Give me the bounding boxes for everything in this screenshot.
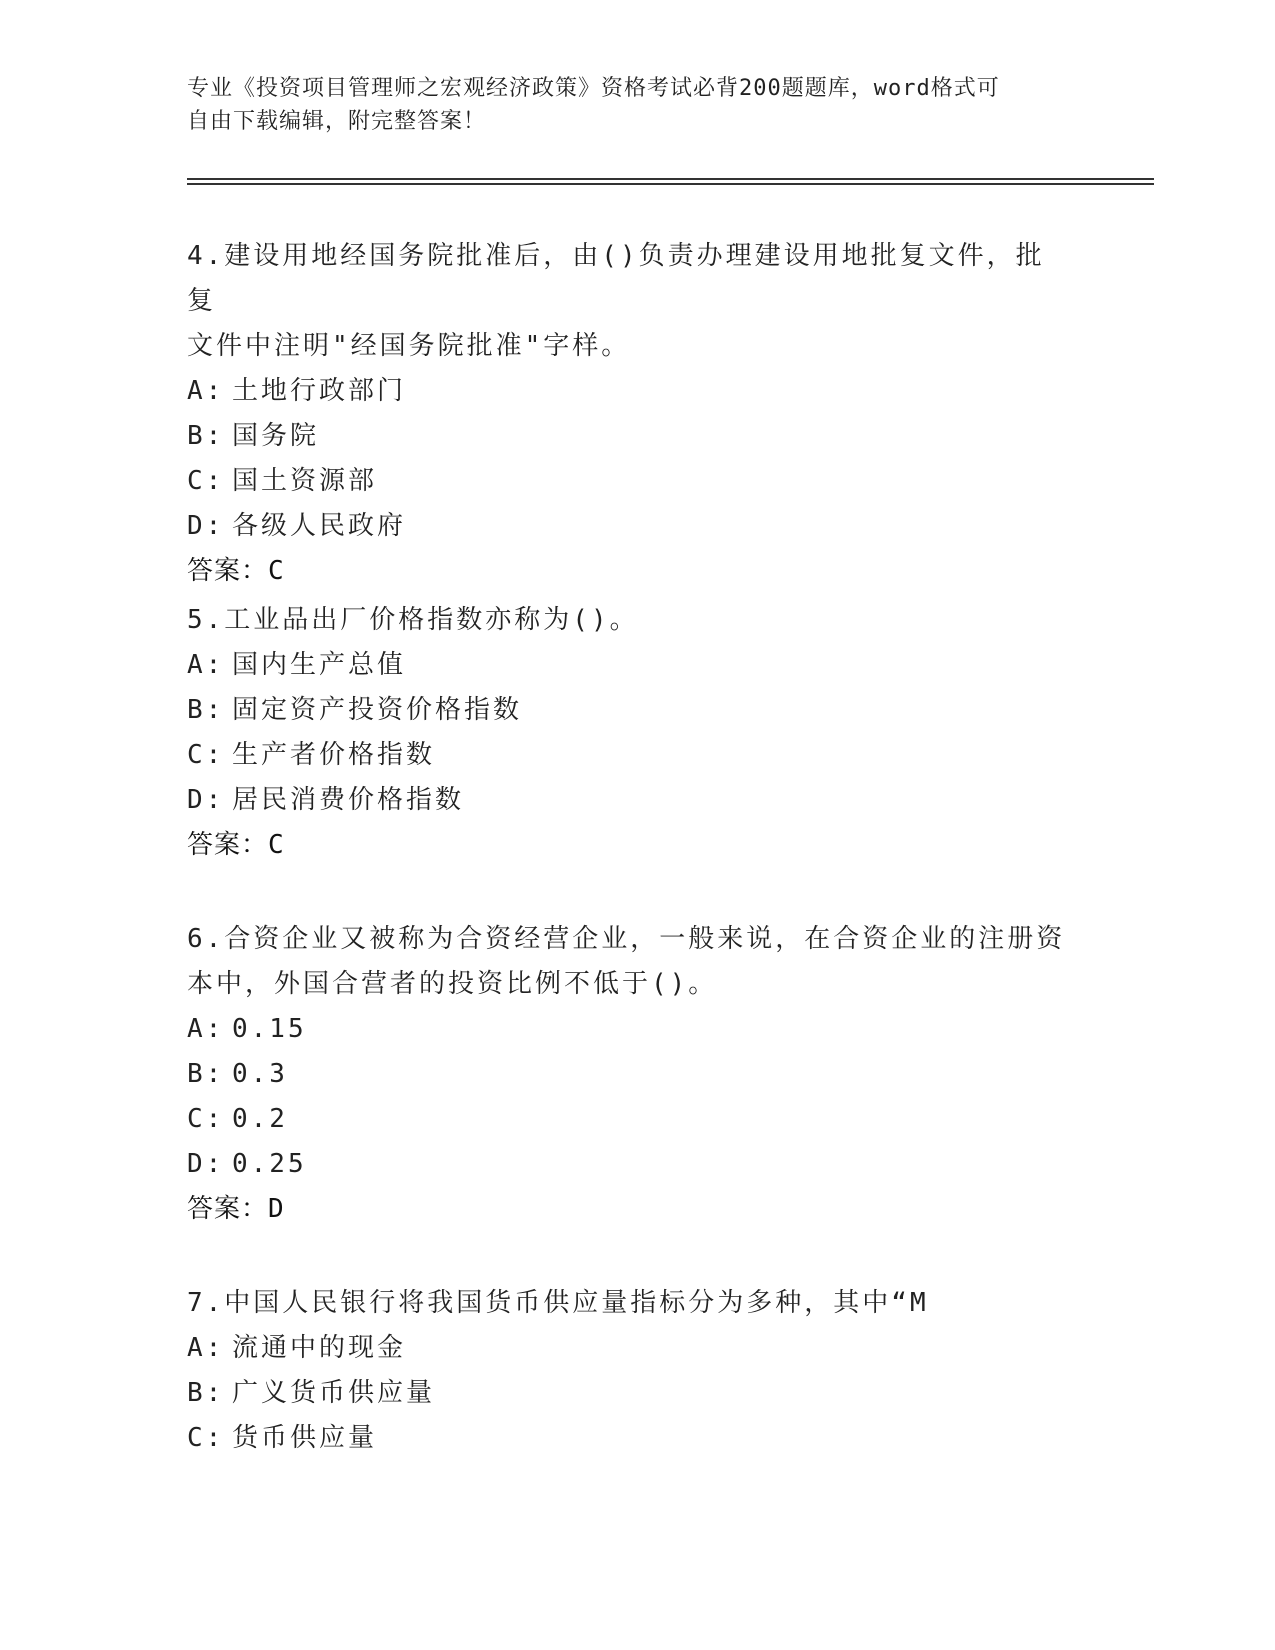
question-text-line: 文件中注明"经国务院批准"字样。	[187, 331, 631, 361]
option-text: 0.2	[232, 1104, 288, 1134]
header-line-2: 自由下载编辑，附完整答案！	[187, 109, 487, 134]
question-text-line: 5.工业品出厂价格指数亦称为()。	[187, 605, 639, 635]
option-letter: A:	[187, 1014, 225, 1044]
option-a	[187, 1007, 1067, 1052]
option-letter: C:	[187, 1423, 225, 1453]
option-letter: D:	[187, 511, 225, 541]
option-a	[187, 369, 1067, 414]
option-letter: A:	[187, 650, 225, 680]
header-divider-top	[187, 178, 1154, 180]
option-d	[187, 1142, 1067, 1187]
option-a	[187, 643, 1067, 688]
question-text-line: 本中，外国合营者的投资比例不低于()。	[187, 969, 718, 999]
option-letter: C:	[187, 466, 225, 496]
option-b	[187, 414, 1067, 459]
option-a	[187, 1326, 1067, 1371]
question-block	[187, 234, 1067, 594]
option-text: 国务院	[232, 421, 320, 451]
header-line-1: 专业《投资项目管理师之宏观经济政策》资格考试必背200题题库，word格式可	[187, 76, 1000, 101]
option-c	[187, 459, 1067, 504]
option-text: 国内生产总值	[232, 650, 407, 680]
option-text: 货币供应量	[232, 1423, 378, 1453]
option-d	[187, 778, 1067, 823]
header-divider-bottom	[187, 183, 1154, 185]
option-c	[187, 1097, 1067, 1142]
option-text: 固定资产投资价格指数	[232, 695, 523, 725]
option-text: 0.25	[232, 1149, 307, 1179]
option-letter: A:	[187, 1333, 225, 1363]
question-text-line: 6.合资企业又被称为合资经营企业，一般来说，在合资企业的注册资	[187, 924, 1066, 954]
answer-line: 答案：C	[187, 556, 285, 586]
option-text: 0.3	[232, 1059, 288, 1089]
option-text: 生产者价格指数	[232, 740, 436, 770]
option-text: 土地行政部门	[232, 376, 407, 406]
question-block	[187, 598, 1067, 868]
question-text-line: 7.中国人民银行将我国货币供应量指标分为多种，其中“M	[187, 1288, 929, 1318]
option-letter: D:	[187, 1149, 225, 1179]
option-letter: B:	[187, 695, 225, 725]
question-block	[187, 917, 1067, 1232]
option-letter: B:	[187, 1378, 225, 1408]
option-text: 居民消费价格指数	[232, 785, 465, 815]
answer-line: 答案：D	[187, 1194, 285, 1224]
option-text: 流通中的现金	[232, 1333, 407, 1363]
option-text: 各级人民政府	[232, 511, 407, 541]
option-d	[187, 504, 1067, 549]
option-c	[187, 733, 1067, 778]
option-b	[187, 1371, 1067, 1416]
question-block	[187, 1281, 1067, 1461]
option-text: 0.15	[232, 1014, 307, 1044]
option-letter: B:	[187, 1059, 225, 1089]
option-text: 广义货币供应量	[232, 1378, 436, 1408]
option-letter: C:	[187, 1104, 225, 1134]
option-letter: A:	[187, 376, 225, 406]
option-letter: B:	[187, 421, 225, 451]
answer-line: 答案：C	[187, 830, 285, 860]
option-b	[187, 688, 1067, 733]
option-letter: D:	[187, 785, 225, 815]
option-c	[187, 1416, 1067, 1461]
option-text: 国土资源部	[232, 466, 378, 496]
option-b	[187, 1052, 1067, 1097]
document-header	[187, 72, 1067, 138]
question-text-line: 4.建设用地经国务院批准后，由()负责办理建设用地批复文件，批复	[187, 241, 1045, 316]
option-letter: C:	[187, 740, 225, 770]
